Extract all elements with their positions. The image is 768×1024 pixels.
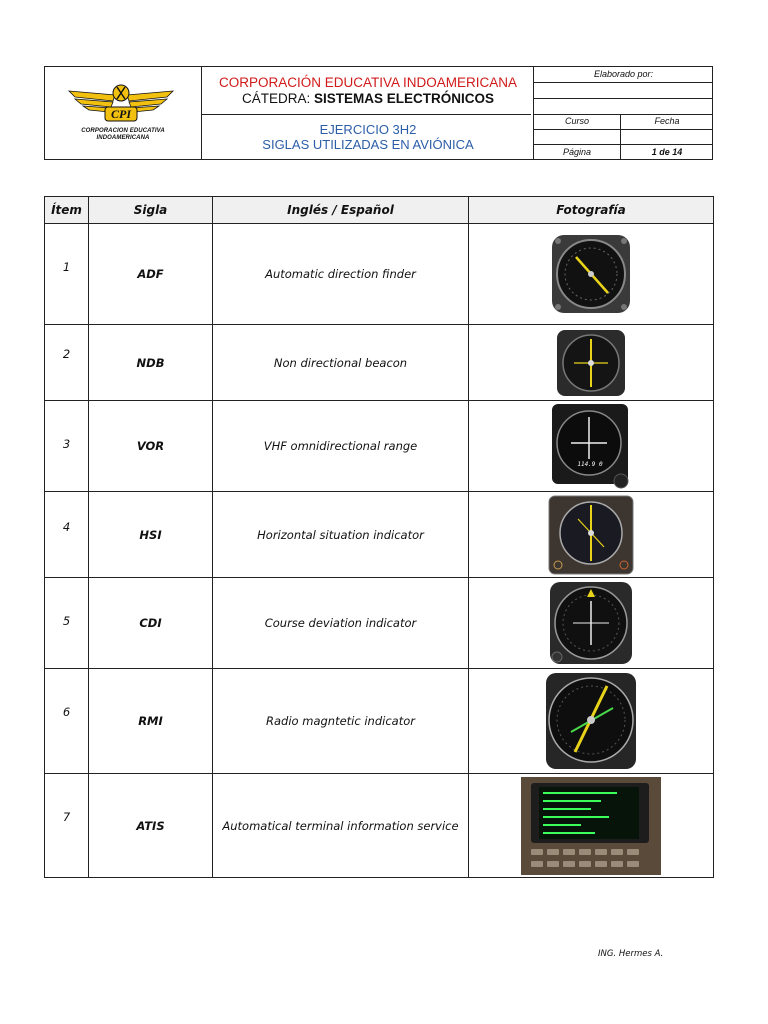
- col-header-sigla: Sigla: [89, 197, 213, 224]
- catedra-value: SISTEMAS ELECTRÓNICOS: [314, 91, 495, 106]
- acronym-description: Automatical terminal information service: [213, 774, 469, 878]
- acronym-description: Course deviation indicator: [213, 578, 469, 669]
- table-row: [45, 774, 714, 878]
- elaborado-label: Elaborado por:: [593, 69, 654, 79]
- item-number: 7: [45, 774, 89, 878]
- photo-cell: [469, 492, 714, 578]
- acronyms-table: [44, 196, 714, 878]
- catedra-line: [202, 91, 534, 106]
- photo-cell: [469, 325, 714, 401]
- acronym-description: Automatic direction finder: [213, 224, 469, 325]
- logo-text-line1: CORPORACION EDUCATIVA: [81, 128, 165, 134]
- table-row: [45, 224, 714, 325]
- table-row: [45, 492, 714, 578]
- item-number: 3: [45, 401, 89, 492]
- vor-instrument-icon: [551, 403, 631, 489]
- exercise-title: EJERCICIO 3H2: [319, 122, 417, 137]
- acronym-description: VHF omnidirectional range: [213, 401, 469, 492]
- fecha-label: Fecha: [654, 116, 680, 126]
- acronym-description: Horizontal situation indicator: [213, 492, 469, 578]
- acronym: ATIS: [89, 774, 213, 878]
- acronym-description: Radio magntetic indicator: [213, 669, 469, 774]
- acronym: VOR: [89, 401, 213, 492]
- table-row: [45, 325, 714, 401]
- col-header-foto: Fotografía: [469, 197, 714, 224]
- vor-readout: 114.9 0: [577, 461, 603, 468]
- cdi-instrument-icon: [549, 581, 633, 665]
- acronym-description: Non directional beacon: [213, 325, 469, 401]
- pagina-value: 1 de 14: [651, 147, 683, 157]
- col-header-item: Ítem: [45, 197, 89, 224]
- acronym: ADF: [89, 224, 213, 325]
- exercise-subject: SIGLAS UTILIZADAS EN AVIÓNICA: [262, 137, 474, 152]
- logo-text-line2: INDOAMERICANA: [96, 135, 150, 141]
- atis-cdu-icon: [521, 777, 661, 875]
- item-number: 6: [45, 669, 89, 774]
- acronym: HSI: [89, 492, 213, 578]
- svg-text:CPI: CPI: [110, 107, 132, 121]
- photo-cell: [469, 401, 714, 492]
- curso-label: Curso: [564, 116, 589, 126]
- acronym: CDI: [89, 578, 213, 669]
- author-footer: ING. Hermes A.: [598, 949, 664, 959]
- acronym: NDB: [89, 325, 213, 401]
- item-number: 5: [45, 578, 89, 669]
- table-row: [45, 669, 714, 774]
- catedra-label: CÁTEDRA:: [241, 91, 311, 106]
- institution-logo: [45, 67, 201, 159]
- organization-name: CORPORACIÓN EDUCATIVA INDOAMERICANA: [218, 75, 518, 90]
- winged-logo-icon: [65, 81, 177, 127]
- table-row: [45, 578, 714, 669]
- item-number: 1: [45, 224, 89, 325]
- photo-cell: [469, 774, 714, 878]
- item-number: 4: [45, 492, 89, 578]
- hsi-instrument-icon: [548, 495, 634, 575]
- pagina-label: Página: [562, 147, 592, 157]
- rmi-instrument-icon: [545, 672, 637, 770]
- acronym: RMI: [89, 669, 213, 774]
- item-number: 2: [45, 325, 89, 401]
- table-header-row: [45, 197, 714, 224]
- adf-instrument-icon: [550, 233, 632, 315]
- photo-cell: [469, 224, 714, 325]
- col-header-desc: Inglés / Español: [213, 197, 469, 224]
- photo-cell: [469, 578, 714, 669]
- table-row: [45, 401, 714, 492]
- document-header: [44, 66, 713, 160]
- photo-cell: [469, 669, 714, 774]
- ndb-instrument-icon: [556, 329, 626, 397]
